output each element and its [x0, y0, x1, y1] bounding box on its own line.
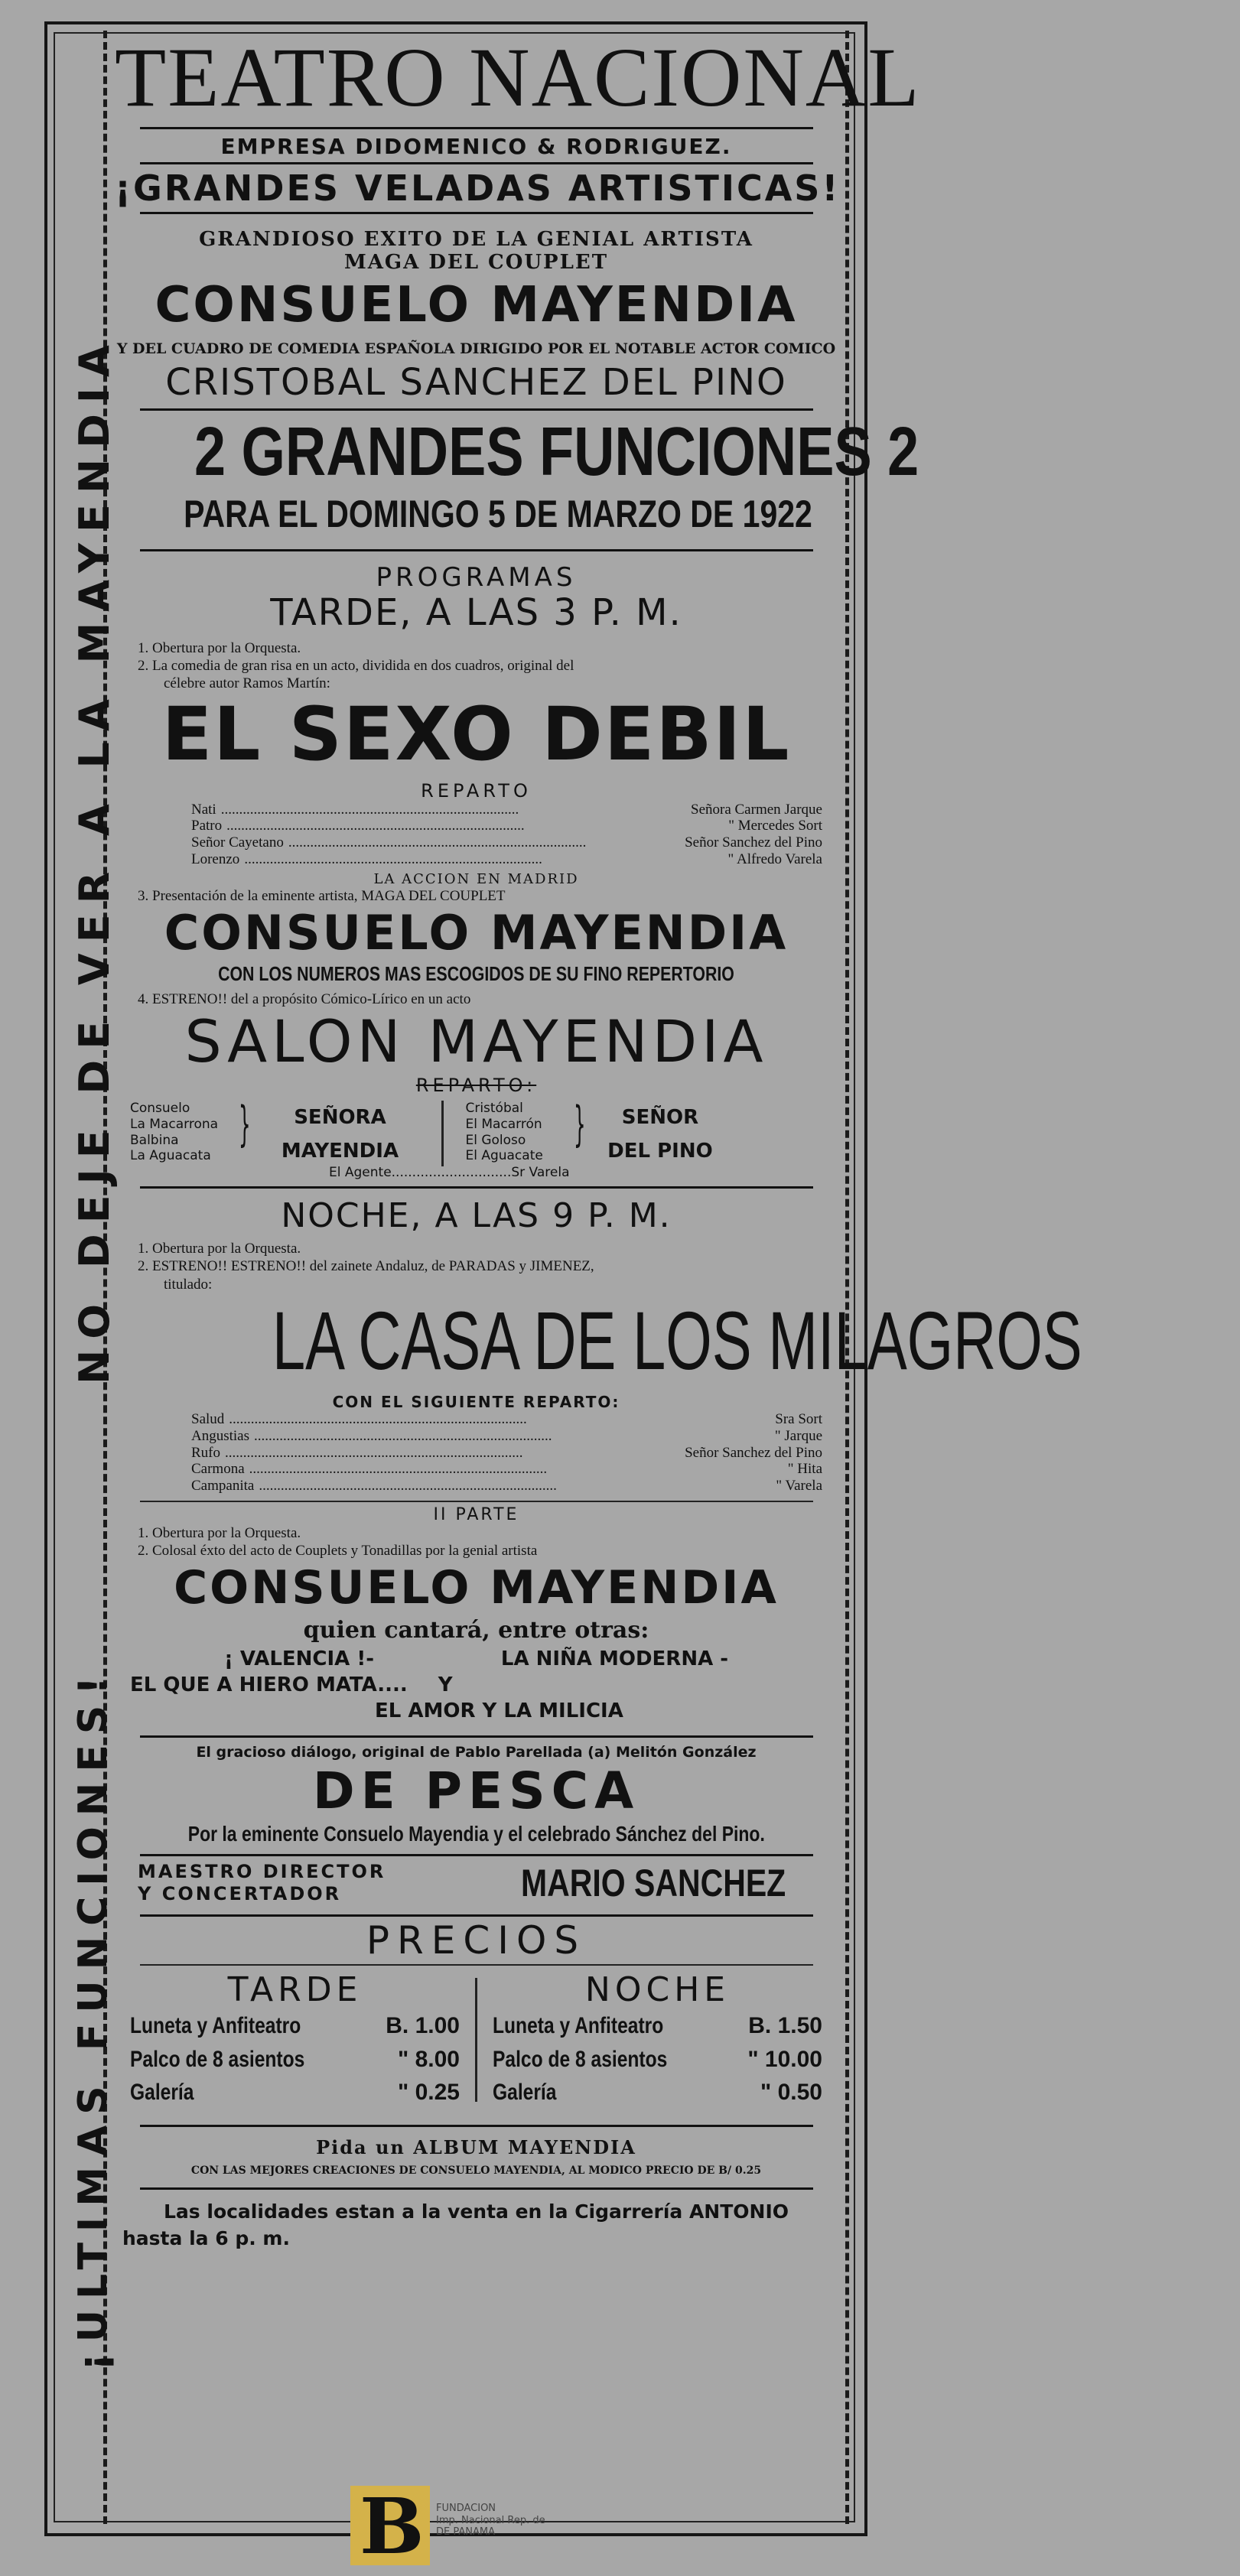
salon-left-actor: SEÑORA MAYENDIA — [281, 1106, 399, 1163]
rule — [140, 127, 813, 129]
salon-reparto-label: REPARTO: — [415, 1075, 537, 1097]
cast-row: Patro .................................................................................. " Mercedes Sort — [191, 818, 822, 834]
veladas-heading: ¡GRANDES VELADAS ARTISTICAS! — [115, 167, 841, 209]
rule — [140, 2125, 813, 2127]
rule — [140, 1186, 813, 1189]
maestro-row — [115, 1856, 838, 1910]
localidades-line: Las localidades estan a la venta en la Cigarrería ANTONIO — [163, 2200, 789, 2223]
exito-line1: GRANDIOSO EXITO DE LA GENIAL ARTISTA — [199, 227, 753, 251]
artist-name-header: CONSUELO MAYENDIA — [155, 276, 798, 333]
salon-right-actor: SEÑOR DEL PINO — [607, 1106, 713, 1163]
album-line: Pida un ALBUM MAYENDIA — [316, 2135, 636, 2158]
price-row: Luneta y Anfiteatro B. 1.50 — [493, 2013, 822, 2039]
price-row: Galería " 0.25 — [130, 2080, 460, 2106]
fecha-line: PARA EL DOMINGO 5 DE MARZO DE 1922 — [184, 492, 812, 535]
salon-agente-row: El Agente.............................Sr Varela — [329, 1165, 570, 1181]
numeros-line: CON LOS NUMEROS MAS ESCOGIDOS DE SU FINO REPERTORIO — [218, 961, 734, 985]
rule — [140, 2187, 813, 2190]
maestro-line1: MAESTRO DIRECTOR — [138, 1860, 386, 1882]
exito-line2: MAGA DEL COUPLET — [343, 250, 609, 274]
stamp-text: FUNDACION Imp. Nacional Rep. de DE PANAMA — [436, 2503, 545, 2539]
rule — [140, 1964, 813, 1966]
price-col-noche — [477, 1970, 838, 2109]
salon-left-roles: Consuelo La Macarrona Balbina La Aguacata — [130, 1101, 219, 1164]
artist-name-noche: CONSUELO MAYENDIA — [174, 1560, 779, 1615]
price-row: Palco de 8 asientos " 8.00 — [130, 2046, 460, 2072]
side-text-ultimas: ¡ULTIMAS FUNCIONES! — [70, 1665, 116, 2371]
songs-row-1: ¡ VALENCIA !- LA NIÑA MODERNA - — [223, 1647, 729, 1670]
company-name: EMPRESA DIDOMENICO & RODRIGUEZ. — [220, 133, 732, 159]
parte-label: II PARTE — [433, 1505, 519, 1525]
funciones-heading: 2 GRANDES FUNCIONES 2 — [194, 413, 919, 490]
side-text-no-deje: NO DEJE DE VER A LA MAYENDIA — [70, 334, 119, 1384]
noche-reparto-label: CON EL SIGUIENTE REPARTO: — [332, 1392, 620, 1411]
poster-content — [115, 31, 1082, 2249]
parte-item1: 1. Obertura por la Orquesta. — [138, 1525, 301, 1542]
salon-mayendia-title: SALON MAYENDIA — [184, 1007, 768, 1075]
cast-row: Rufo .................................................................................. Señor Sanchez del Pino — [191, 1444, 822, 1461]
price-row: Palco de 8 asientos " 10.00 — [493, 2046, 822, 2072]
tarde-item2a: 2. La comedia de gran risa en un acto, dividida en dos cuadros, original del — [138, 657, 574, 674]
tarde-item4: 4. ESTRENO!! del a propósito Cómico-Lírico en un acto — [138, 990, 471, 1007]
sexo-debil-title: EL SEXO DEBIL — [161, 691, 791, 778]
maestro-name: MARIO SANCHEZ — [520, 1861, 786, 1904]
maestro-line2: Y CONCERTADOR — [138, 1882, 342, 1904]
cantara-line: quien cantará, entre otras: — [303, 1616, 649, 1644]
cast-row: Angustias .................................................................................. " Jarque — [191, 1427, 822, 1444]
cast-row: Salud .................................................................................. Sra Sort — [191, 1410, 822, 1427]
noche-heading: NOCHE, A LAS 9 P. M. — [281, 1196, 672, 1236]
price-grid — [115, 1970, 838, 2109]
price-row: Luneta y Anfiteatro B. 1.00 — [130, 2013, 460, 2039]
hasta-line: hasta la 6 p. m. — [122, 2226, 290, 2249]
noche-item2b: titulado: — [164, 1276, 213, 1293]
tarde-item2b: célebre autor Ramos Martín: — [164, 675, 330, 692]
casa-milagros-title: LA CASA DE LOS MILAGROS — [272, 1293, 1082, 1387]
cast-row: Señor Cayetano .................................................................................. Señor Sanchez del Pino — [191, 834, 822, 851]
dialogo-line: El gracioso diálogo, original de Pablo Parellada (a) Melitón González — [196, 1743, 757, 1761]
cast-row: Campanita .................................................................................. " Varela — [191, 1478, 822, 1495]
rule — [140, 1501, 813, 1502]
tarde-reparto-label: REPARTO — [421, 779, 532, 802]
salon-right-roles: Cristóbal El Macarrón El Goloso El Aguacate — [465, 1101, 543, 1164]
price-head-noche: NOCHE — [584, 1970, 731, 2010]
archive-stamp — [350, 2481, 577, 2571]
noche-item1: 1. Obertura por la Orquesta. — [138, 1241, 301, 1257]
brace-icon: } — [574, 1096, 587, 1153]
precios-title: PRECIOS — [366, 1917, 587, 1963]
programas-label: PROGRAMAS — [376, 561, 577, 593]
cast-row: Lorenzo .................................................................................. " Alfredo Varela — [191, 851, 822, 868]
cast-row: Carmona .................................................................................. " Hita — [191, 1461, 822, 1478]
songs-row-2: EL QUE A HIERO MATA.... Y — [130, 1673, 453, 1696]
stamp-letter: B — [360, 2481, 425, 2571]
songs-row-3: EL AMOR Y LA MILICIA — [375, 1699, 623, 1722]
price-row: Galería " 0.50 — [493, 2080, 822, 2106]
actor-name-header: CRISTOBAL SANCHEZ DEL PINO — [165, 360, 787, 404]
rule — [140, 1735, 813, 1738]
accion-line: LA ACCION EN MADRID — [373, 870, 579, 887]
cuadro-line: Y DEL CUADRO DE COMEDIA ESPAÑOLA DIRIGIDO POR EL NOTABLE ACTOR COMICO — [116, 340, 836, 357]
tarde-heading: TARDE, A LAS 3 P. M. — [270, 590, 682, 634]
noche-item2a: 2. ESTRENO!! ESTRENO!! del zainete Andaluz, de PARADAS y JIMENEZ, — [138, 1258, 594, 1275]
rule — [140, 549, 813, 551]
album-sub-line: CON LAS MEJORES CREACIONES DE CONSUELO MAYENDIA, AL MODICO PRECIO DE B/ 0.25 — [190, 2164, 762, 2177]
tarde-item3: 3. Presentación de la eminente artista, MAGA DEL COUPLET — [138, 887, 506, 904]
brace-icon: } — [238, 1096, 251, 1153]
artist-name-tarde: CONSUELO MAYENDIA — [164, 905, 789, 961]
de-pesca-title: DE PESCA — [312, 1761, 640, 1820]
cast-row: Nati .................................................................................. Señora Carmen Jarque — [191, 801, 822, 818]
parte-item2: 2. Colosal éxto del acto de Couplets y Tonadillas por la genial artista — [138, 1543, 538, 1560]
rule — [140, 162, 813, 164]
pesca-por-line: Por la eminente Consuelo Mayendia y el celebrado Sánchez del Pino. — [187, 1821, 765, 1846]
salon-cast-grid — [115, 1096, 838, 1168]
salon-divider — [441, 1101, 444, 1166]
price-head-tarde: TARDE — [227, 1970, 363, 2010]
price-col-tarde — [115, 1970, 475, 2109]
tarde-item1: 1. Obertura por la Orquesta. — [138, 639, 301, 656]
right-dashed-rule — [845, 31, 849, 2524]
rule — [140, 212, 813, 214]
theatre-title: TEATRO NACIONAL — [115, 31, 921, 124]
